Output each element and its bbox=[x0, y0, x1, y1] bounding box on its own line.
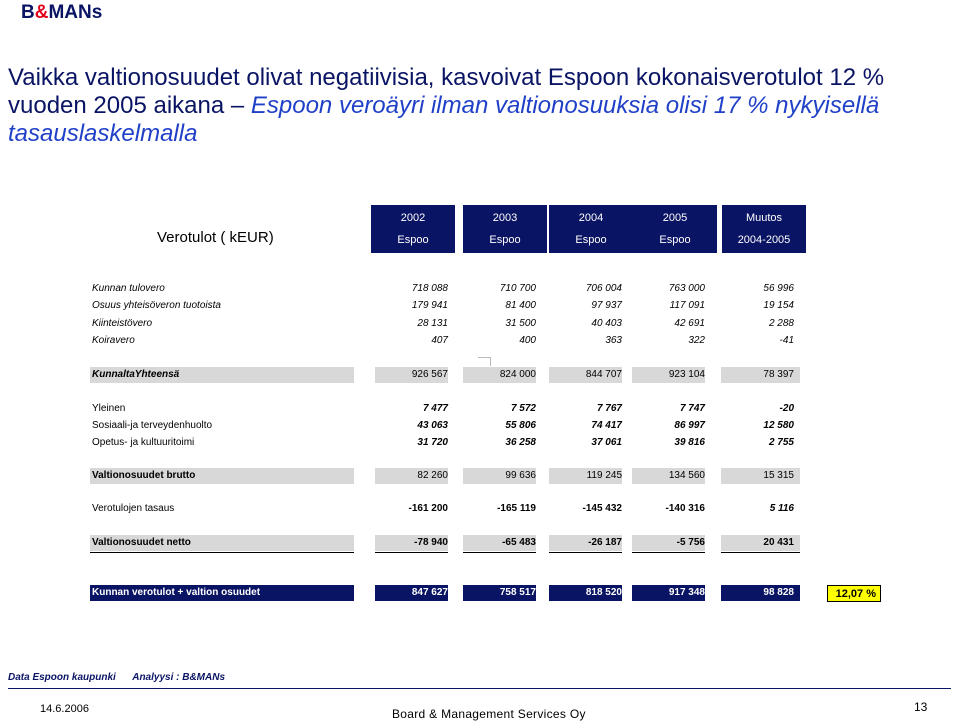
column-header-2004: 2004 Espoo bbox=[549, 205, 633, 253]
growth-highlight-badge: 12,07 % bbox=[827, 585, 881, 602]
table-row: Sosiaali-ja terveydenhuolto 43 063 55 806 74 417 86 997 12 580 bbox=[92, 420, 794, 431]
page-title bbox=[8, 64, 948, 148]
logo: B&MANs bbox=[21, 2, 103, 23]
footer-date: 14.6.2006 bbox=[40, 703, 89, 715]
table-row-subtotal: KunnaltaYhteensä 926 567 824 000 844 707 923 104 78 397 bbox=[90, 367, 800, 383]
table-row: Kiinteistövero 28 131 31 500 40 403 42 691 2 288 bbox=[92, 318, 794, 329]
column-header-2005: 2005 Espoo bbox=[633, 205, 717, 253]
footer-divider bbox=[8, 688, 951, 689]
column-header-2003: 2003 Espoo bbox=[463, 205, 547, 253]
data-source: Data Espoon kaupunki bbox=[8, 672, 116, 683]
table-header-label: Verotulot ( kEUR) bbox=[157, 229, 274, 246]
column-header-2002: 2002 Espoo bbox=[371, 205, 455, 253]
analysis-credit: Analyysi : B&MANs bbox=[132, 672, 226, 683]
cell-marker bbox=[478, 357, 491, 366]
footer-sources bbox=[8, 672, 239, 683]
table-row: Opetus- ja kultuuritoimi 31 720 36 258 37 061 39 816 2 755 bbox=[92, 437, 794, 448]
table-row-total: Kunnan verotulot + valtion osuudet 847 627 758 517 818 520 917 348 98 828 bbox=[90, 585, 800, 601]
title-part-2: Espoon veroäyri ilman valtionosuuksia olisi 17 % nykyisellä tasauslaskelmalla bbox=[8, 92, 880, 147]
table-row-subtotal: Valtionosuudet netto -78 940 -65 483 -26 187 -5 756 20 431 bbox=[90, 535, 800, 551]
column-header-change: Muutos 2004-2005 bbox=[722, 205, 806, 253]
table-row: Koiravero 407 400 363 322 -41 bbox=[92, 335, 794, 346]
table-row: Verotulojen tasaus -161 200 -165 119 -145 432 -140 316 5 116 bbox=[92, 503, 794, 514]
table-row: Kunnan tulovero 718 088 710 700 706 004 763 000 56 996 bbox=[92, 283, 794, 294]
title-part-1: Vaikka valtionosuudet olivat negatiivisia, kasvoivat Espoon kokonaisverotulot 12 % vuoden 2005 aikana – bbox=[8, 64, 885, 119]
table-row-subtotal: Valtionosuudet brutto 82 260 99 636 119 245 134 560 15 315 bbox=[90, 468, 800, 484]
table-row: Yleinen 7 477 7 572 7 767 7 747 -20 bbox=[92, 403, 794, 414]
page-number: 13 bbox=[914, 700, 928, 714]
table-row: Osuus yhteisöveron tuotoista 179 941 81 400 97 937 117 091 19 154 bbox=[92, 300, 794, 311]
footer-company: Board & Management Services Oy bbox=[392, 707, 586, 721]
